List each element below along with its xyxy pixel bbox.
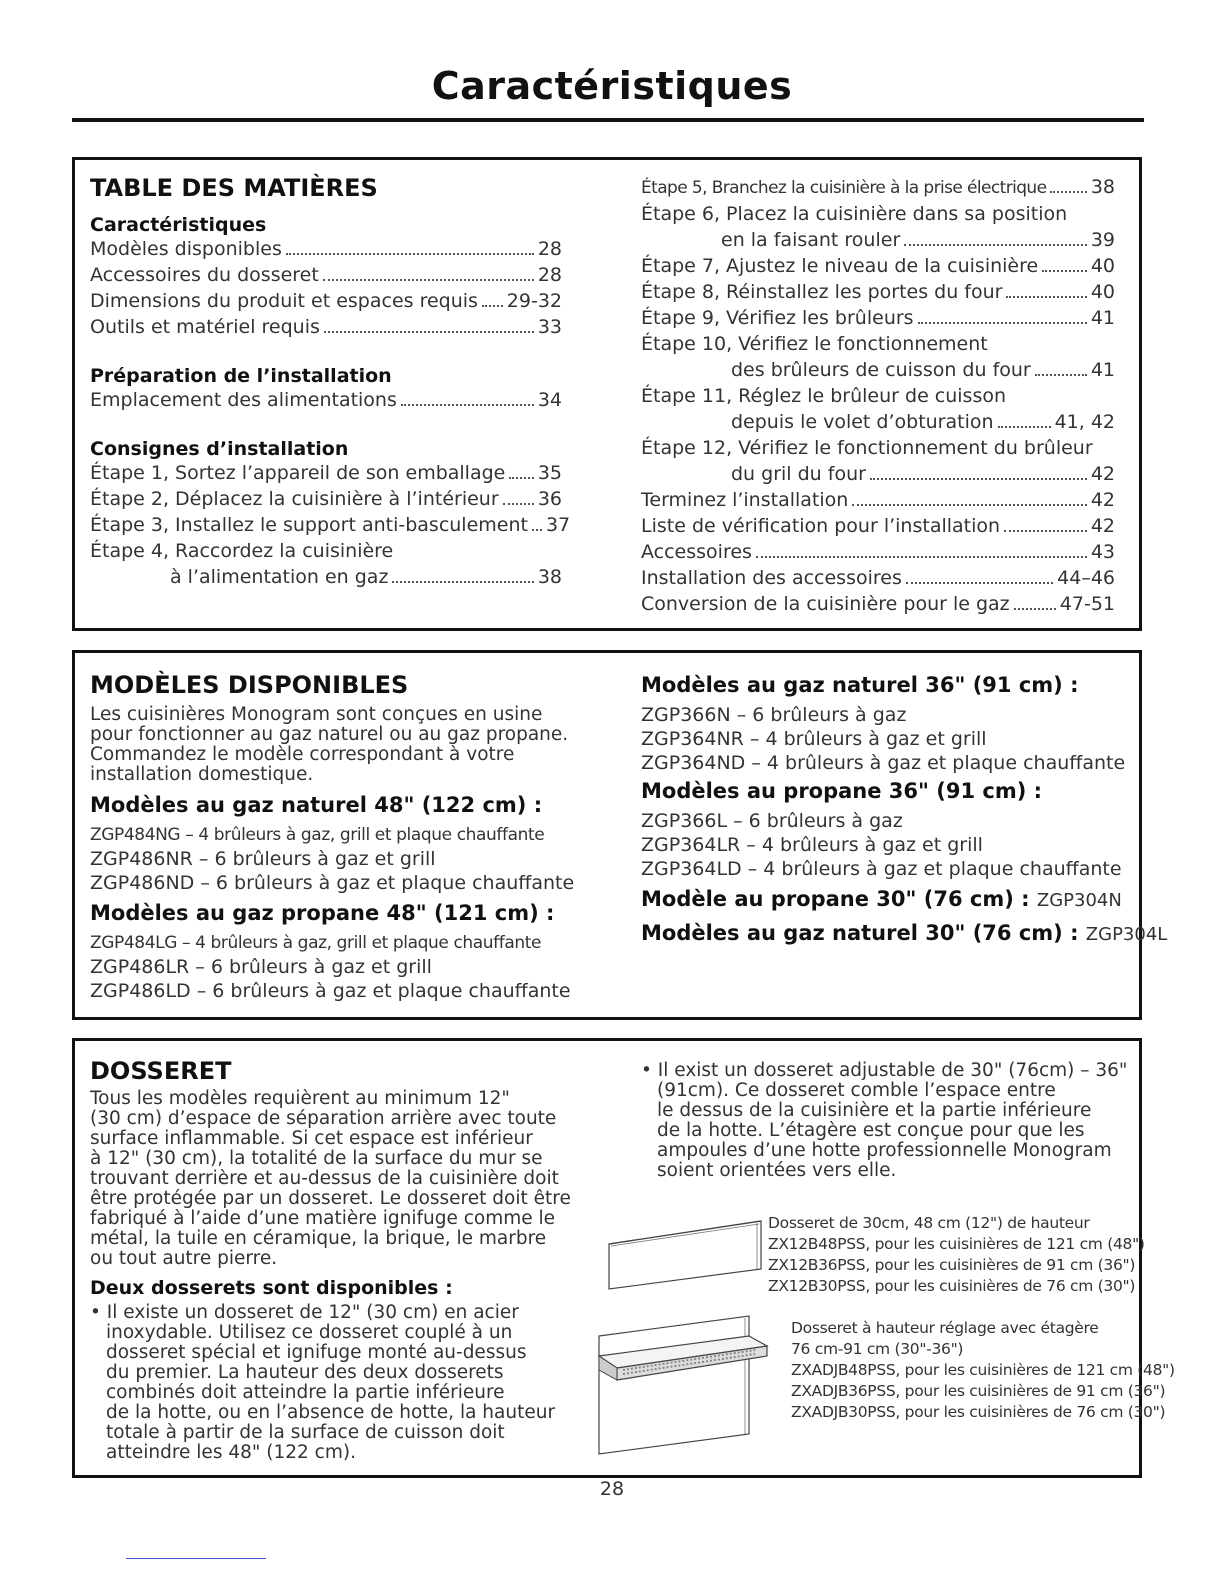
fig2-line: ZXADJB30PSS, pour les cuisinières de 76 cm (30") bbox=[791, 1403, 1166, 1421]
toc-entry-page: 28 bbox=[537, 238, 562, 260]
toc-entry-page: 41 bbox=[1090, 359, 1115, 381]
toc-entry-label: Étape 3, Installez le support anti-basculement bbox=[90, 514, 528, 536]
bullet-line: • Il exist un dosseret adjustable de 30" (76cm) – 36" bbox=[641, 1060, 1128, 1081]
backsplash-intro-line: (30 cm) d’espace de séparation arrière avec toute bbox=[90, 1108, 557, 1129]
toc-entry[interactable] bbox=[641, 513, 1115, 539]
models-intro-line: Les cuisinières Monogram sont conçues en usine bbox=[90, 704, 543, 725]
model-single-title: Modèles au gaz naturel 30" (76 cm) : bbox=[641, 921, 1079, 945]
toc-entry-page: 39 bbox=[1090, 229, 1115, 251]
models-left-column bbox=[90, 671, 590, 1003]
toc-entry[interactable] bbox=[90, 486, 562, 512]
fig1-line: ZX12B48PSS, pour les cuisinières de 121 cm (48") bbox=[768, 1235, 1145, 1253]
model-single-line bbox=[641, 921, 1168, 945]
toc-entry[interactable] bbox=[641, 253, 1115, 279]
page-title: Caractéristiques bbox=[431, 64, 793, 108]
toc-entry[interactable] bbox=[641, 487, 1115, 513]
toc-entry[interactable] bbox=[90, 236, 562, 262]
toc-left-column bbox=[90, 174, 571, 590]
toc-entry-label: Emplacement des alimentations bbox=[90, 389, 397, 411]
toc-entry[interactable] bbox=[90, 262, 562, 288]
backsplash-bullet-2 bbox=[641, 1061, 1131, 1181]
bullet-line: de la hotte, ou en l’absence de hotte, la hauteur bbox=[106, 1402, 556, 1423]
bullet-line: dosseret spécial et ignifuge monté au-dessus bbox=[106, 1342, 527, 1363]
toc-entry-label: du gril du four bbox=[731, 463, 866, 485]
backsplash-intro-line: ou tout autre pierre. bbox=[90, 1248, 278, 1269]
backsplash-right-column bbox=[641, 1061, 1131, 1181]
toc-entry[interactable] bbox=[90, 460, 562, 486]
bullet-line: (91cm). Ce dosseret comble l’espace entre bbox=[657, 1080, 1056, 1101]
toc-entry-label[interactable]: Étape 12, Vérifiez le fonctionnement du brûleur bbox=[641, 437, 1093, 459]
backsplash-left-column bbox=[90, 1057, 600, 1463]
toc-entry-label: Étape 9, Vérifiez les brûleurs bbox=[641, 307, 914, 329]
backsplash-subheading: Deux dosserets sont disponibles : bbox=[90, 1277, 453, 1299]
toc-entry-label: Accessoires du dosseret bbox=[90, 264, 319, 286]
model-item: ZGP364NR – 4 brûleurs à gaz et grill bbox=[641, 728, 987, 750]
model-item: ZGP486LR – 6 brûleurs à gaz et grill bbox=[90, 956, 432, 978]
toc-entry[interactable] bbox=[641, 279, 1115, 305]
toc-entry-label: Étape 5, Branchez la cuisinière à la prise électrique bbox=[641, 178, 1047, 198]
model-item: ZGP486NR – 6 brûleurs à gaz et grill bbox=[90, 848, 436, 870]
toc-box bbox=[72, 157, 1142, 631]
backsplash-bullet-1 bbox=[90, 1303, 600, 1463]
toc-entry-page: 36 bbox=[537, 488, 562, 510]
model-group-title: Modèles au gaz naturel 36" (91 cm) : bbox=[641, 673, 1079, 697]
models-right-column bbox=[641, 673, 1168, 945]
toc-entry-page: 35 bbox=[537, 462, 562, 484]
flat-backsplash-caption bbox=[768, 1213, 1145, 1297]
model-code: ZGP304N bbox=[1036, 890, 1122, 911]
toc-entry-page: 43 bbox=[1090, 541, 1115, 563]
toc-entry[interactable] bbox=[641, 305, 1115, 331]
toc-entry-page: 38 bbox=[1090, 176, 1115, 198]
toc-entry[interactable] bbox=[641, 227, 1115, 253]
models-intro-line: pour fonctionner au gaz naturel ou au gaz propane. bbox=[90, 724, 569, 745]
title-rule bbox=[72, 118, 1144, 122]
backsplash-intro-line: fabriqué à l’aide d’une matière ignifuge comme le bbox=[90, 1208, 556, 1229]
toc-entry[interactable] bbox=[641, 409, 1115, 435]
fig1-line: Dosseret de 30cm, 48 cm (12") de hauteur bbox=[768, 1214, 1090, 1232]
bullet-line: soient orientées vers elle. bbox=[657, 1160, 897, 1181]
model-code: ZGP304L bbox=[1085, 924, 1168, 945]
model-item: ZGP364LR – 4 brûleurs à gaz et grill bbox=[641, 834, 983, 856]
toc-entry-page: 47-51 bbox=[1059, 593, 1115, 615]
toc-entry-page: 41, 42 bbox=[1054, 411, 1115, 433]
model-item: ZGP484NG – 4 brûleurs à gaz, grill et plaque chauffante bbox=[90, 825, 545, 845]
toc-entry[interactable] bbox=[90, 387, 562, 413]
toc-entry-page: 42 bbox=[1090, 515, 1115, 537]
page-number: 28 bbox=[599, 1478, 625, 1500]
backsplash-intro bbox=[90, 1089, 600, 1269]
toc-entry-page: 40 bbox=[1090, 281, 1115, 303]
bullet-line: le dessus de la cuisinière et la partie inférieure bbox=[657, 1100, 1092, 1121]
bullet-line: inoxydable. Utilisez ce dosseret couplé à un bbox=[106, 1322, 513, 1343]
toc-entry[interactable] bbox=[641, 539, 1115, 565]
bullet-line: atteindre les 48" (122 cm). bbox=[106, 1442, 356, 1463]
toc-entry-page: 42 bbox=[1090, 489, 1115, 511]
toc-entry-label: Modèles disponibles bbox=[90, 238, 282, 260]
toc-right-column bbox=[641, 174, 1115, 617]
backsplash-intro-line: surface inflammable. Si cet espace est inférieur bbox=[90, 1128, 533, 1149]
bullet-line: • Il existe un dosseret de 12" (30 cm) en acier bbox=[90, 1302, 519, 1323]
toc-entry-label[interactable]: Étape 6, Placez la cuisinière dans sa position bbox=[641, 203, 1068, 225]
model-single-line bbox=[641, 887, 1121, 911]
toc-entry-page: 38 bbox=[537, 566, 562, 588]
toc-entry-label: Étape 8, Réinstallez les portes du four bbox=[641, 281, 1003, 303]
toc-entry-label: des brûleurs de cuisson du four bbox=[731, 359, 1031, 381]
toc-section-title: Préparation de l’installation bbox=[90, 365, 392, 387]
backsplash-heading: DOSSERET bbox=[90, 1057, 232, 1085]
toc-entry-label: Étape 7, Ajustez le niveau de la cuisinière bbox=[641, 255, 1039, 277]
model-item: ZGP486LD – 6 brûleurs à gaz et plaque chauffante bbox=[90, 980, 571, 1002]
backsplash-intro-line: trouvant derrière et au-dessus de la cuisinière doit bbox=[90, 1168, 559, 1189]
toc-entry-label[interactable]: Étape 10, Vérifiez le fonctionnement bbox=[641, 333, 988, 355]
model-item: ZGP364LD – 4 brûleurs à gaz et plaque chauffante bbox=[641, 858, 1122, 880]
toc-entry-label: Installation des accessoires bbox=[641, 567, 902, 589]
toc-entry[interactable] bbox=[90, 314, 562, 340]
fig2-line: Dosseret à hauteur réglage avec étagère bbox=[791, 1319, 1099, 1337]
models-box bbox=[72, 650, 1168, 1020]
toc-entry[interactable] bbox=[90, 564, 562, 590]
toc-entry[interactable] bbox=[90, 512, 571, 538]
toc-entry-label[interactable]: Étape 11, Réglez le brûleur de cuisson bbox=[641, 385, 1007, 407]
toc-entry-page: 28 bbox=[537, 264, 562, 286]
bullet-line: totale à partir de la surface de cuisson doit bbox=[106, 1422, 505, 1443]
toc-heading: TABLE DES MATIÈRES bbox=[90, 174, 378, 202]
toc-entry-label[interactable]: Étape 4, Raccordez la cuisinière bbox=[90, 540, 394, 562]
toc-entry-label: Étape 1, Sortez l’appareil de son emballage bbox=[90, 462, 506, 484]
backsplash-intro-line: être protégée par un dosseret. Le dosseret doit être bbox=[90, 1188, 571, 1209]
bullet-line: du premier. La hauteur des deux dosserets bbox=[106, 1362, 504, 1383]
backsplash-intro-line: à 12" (30 cm), la totalité de la surface du mur se bbox=[90, 1148, 543, 1169]
toc-entry-label: depuis le volet d’obturation bbox=[731, 411, 994, 433]
toc-entry-label: en la faisant rouler bbox=[721, 229, 901, 251]
toc-entry[interactable] bbox=[90, 288, 562, 314]
toc-entry[interactable] bbox=[641, 461, 1115, 487]
toc-entry[interactable] bbox=[641, 565, 1115, 591]
toc-section-title: Consignes d’installation bbox=[90, 438, 349, 460]
model-item: ZGP366N – 6 brûleurs à gaz bbox=[641, 704, 907, 726]
adjustable-backsplash-illustration bbox=[595, 1306, 795, 1461]
models-intro-line: installation domestique. bbox=[90, 764, 314, 785]
model-group-title: Modèles au gaz naturel 48" (122 cm) : bbox=[90, 793, 543, 817]
model-item: ZGP486ND – 6 brûleurs à gaz et plaque chauffante bbox=[90, 872, 575, 894]
model-single-title: Modèle au propane 30" (76 cm) : bbox=[641, 887, 1030, 911]
toc-entry-page: 34 bbox=[537, 389, 562, 411]
bullet-line: ampoules d’une hotte professionnelle Monogram bbox=[657, 1140, 1112, 1161]
model-group-title: Modèles au gaz propane 48" (121 cm) : bbox=[90, 901, 555, 925]
toc-entry[interactable] bbox=[641, 174, 1115, 201]
models-intro bbox=[90, 705, 590, 785]
toc-entry-page: 37 bbox=[545, 514, 571, 536]
bullet-line: combinés doit atteindre la partie inférieure bbox=[106, 1382, 505, 1403]
toc-entry-label: Terminez l’installation bbox=[641, 489, 849, 511]
toc-entry-label: Outils et matériel requis bbox=[90, 316, 320, 338]
flat-backsplash-illustration bbox=[605, 1211, 770, 1291]
toc-entry-page: 40 bbox=[1090, 255, 1115, 277]
toc-entry-label: Accessoires bbox=[641, 541, 752, 563]
models-heading: MODÈLES DISPONIBLES bbox=[90, 671, 409, 699]
fig1-line: ZX12B36PSS, pour les cuisinières de 91 cm (36") bbox=[768, 1256, 1136, 1274]
toc-entry-page: 33 bbox=[537, 316, 562, 338]
adjustable-backsplash-caption bbox=[791, 1318, 1175, 1423]
toc-section-title: Caractéristiques bbox=[90, 214, 267, 236]
toc-entry-page: 44–46 bbox=[1057, 567, 1115, 589]
toc-entry-label: Étape 2, Déplacez la cuisinière à l’intérieur bbox=[90, 488, 499, 510]
footer-rule bbox=[126, 1558, 266, 1559]
toc-entry-page: 42 bbox=[1090, 463, 1115, 485]
backsplash-intro-line: Tous les modèles requièrent au minimum 12" bbox=[90, 1088, 510, 1109]
fig2-line: ZXADJB36PSS, pour les cuisinières de 91 cm (36") bbox=[791, 1382, 1166, 1400]
toc-entry-label: Conversion de la cuisinière pour le gaz bbox=[641, 593, 1010, 615]
toc-entry-label: Dimensions du produit et espaces requis bbox=[90, 290, 478, 312]
fig2-line: ZXADJB48PSS, pour les cuisinières de 121 cm (48") bbox=[791, 1361, 1175, 1379]
toc-entry-label: à l’alimentation en gaz bbox=[170, 566, 389, 588]
bullet-line: de la hotte. L’étagère est conçue pour que les bbox=[657, 1120, 1085, 1141]
fig1-line: ZX12B30PSS, pour les cuisinières de 76 cm (30") bbox=[768, 1277, 1136, 1295]
toc-entry-label: Liste de vérification pour l’installation bbox=[641, 515, 1001, 537]
toc-entry-page: 41 bbox=[1090, 307, 1115, 329]
models-intro-line: Commandez le modèle correspondant à votre bbox=[90, 744, 515, 765]
backsplash-intro-line: métal, la tuile en céramique, la brique, le marbre bbox=[90, 1228, 547, 1249]
model-item: ZGP366L – 6 brûleurs à gaz bbox=[641, 810, 903, 832]
model-item: ZGP364ND – 4 brûleurs à gaz et plaque chauffante bbox=[641, 752, 1126, 774]
toc-entry[interactable] bbox=[641, 357, 1115, 383]
toc-entry[interactable] bbox=[641, 591, 1115, 617]
model-group-title: Modèles au propane 36" (91 cm) : bbox=[641, 779, 1043, 803]
backsplash-box bbox=[72, 1038, 1175, 1478]
fig2-line: 76 cm-91 cm (30"-36") bbox=[791, 1340, 964, 1358]
toc-entry-page: 29-32 bbox=[506, 290, 562, 312]
model-item: ZGP484LG – 4 brûleurs à gaz, grill et plaque chauffante bbox=[90, 933, 542, 953]
